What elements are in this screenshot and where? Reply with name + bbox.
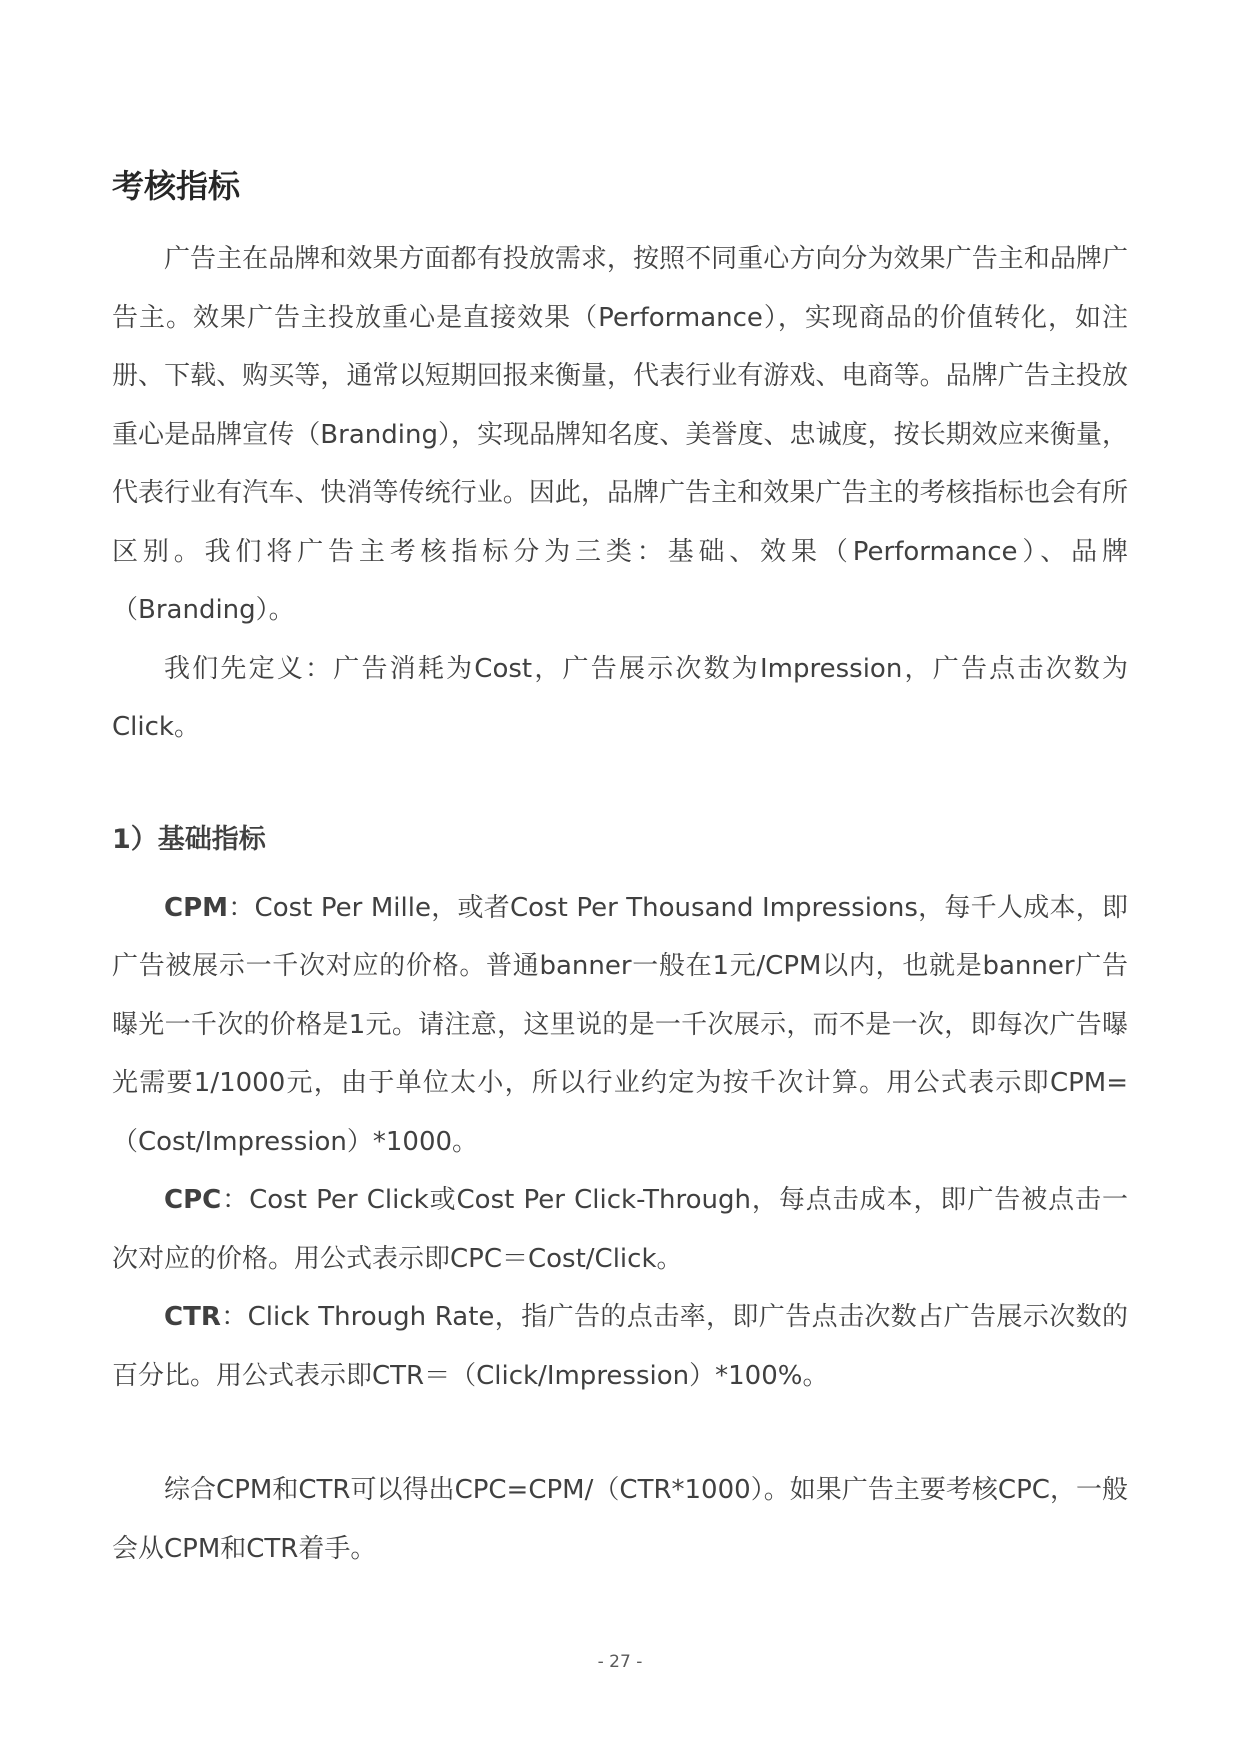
metric-paragraph-ctr — [112, 1288, 1128, 1405]
paragraph-spacer — [112, 1405, 1128, 1461]
metric-paragraph-cpm — [112, 879, 1128, 1172]
page-number: - 27 - — [597, 1652, 643, 1672]
page-title: 考核指标 — [112, 167, 241, 205]
metric-text-cpm: ：Cost Per Mille，或者Cost Per Thousand Impressions，每千人成本，即广告被展示一千次对应的价格。普通banner一般在1元/CPM以内，也就是banner广告曝光一千次的价格是1元。请注意，这里说的是一千次展示，而不是一次，即每次广告曝光需要1/1000元，由于单位太小，所以行业约定为按千次计算。用公式表示即CPM=（Cost/Impression）*1000。 — [112, 892, 1128, 1157]
metric-term-cpm: CPM — [164, 892, 229, 923]
metric-term-ctr: CTR — [164, 1302, 221, 1332]
document-page — [112, 158, 1128, 1578]
definition-paragraph: 我们先定义：广告消耗为Cost，广告展示次数为Impression，广告点击次数为Click。 — [112, 653, 1128, 742]
metric-text-cpc: ：Cost Per Click或Cost Per Click-Through，每点击成本，即广告被点击一次对应的价格。用公式表示即CPC＝Cost/Click。 — [112, 1185, 1128, 1274]
metric-text-ctr: ：Click Through Rate，指广告的点击率，即广告点击次数占广告展示次数的百分比。用公式表示即CTR＝（Click/Impression）*100%。 — [112, 1302, 1128, 1391]
summary-paragraph: 综合CPM和CTR可以得出CPC=CPM/（CTR*1000）。如果广告主要考核CPC，一般会从CPM和CTR着手。 — [112, 1475, 1128, 1564]
section-spacer — [112, 869, 1128, 879]
intro-paragraph: 广告主在品牌和效果方面都有投放需求，按照不同重心方向分为效果广告主和品牌广告主。效果广告主投放重心是直接效果（Performance），实现商品的价值转化，如注册、下载、购买等，通常以短期回报来衡量，代表行业有游戏、电商等。品牌广告主投放重心是品牌宣传（Branding），实现品牌知名度、美誉度、忠诚度，按长期效应来衡量，代表行业有汽车、快消等传统行业。因此，品牌广告主和效果广告主的考核指标也会有所区别。我们将广告主考核指标分为三类：基础、效果（Performance）、品牌（Branding）。 — [112, 244, 1128, 625]
metric-term-cpc: CPC — [164, 1185, 222, 1215]
section-heading: 1）基础指标 — [112, 823, 266, 855]
metric-paragraph-cpc — [112, 1171, 1128, 1288]
